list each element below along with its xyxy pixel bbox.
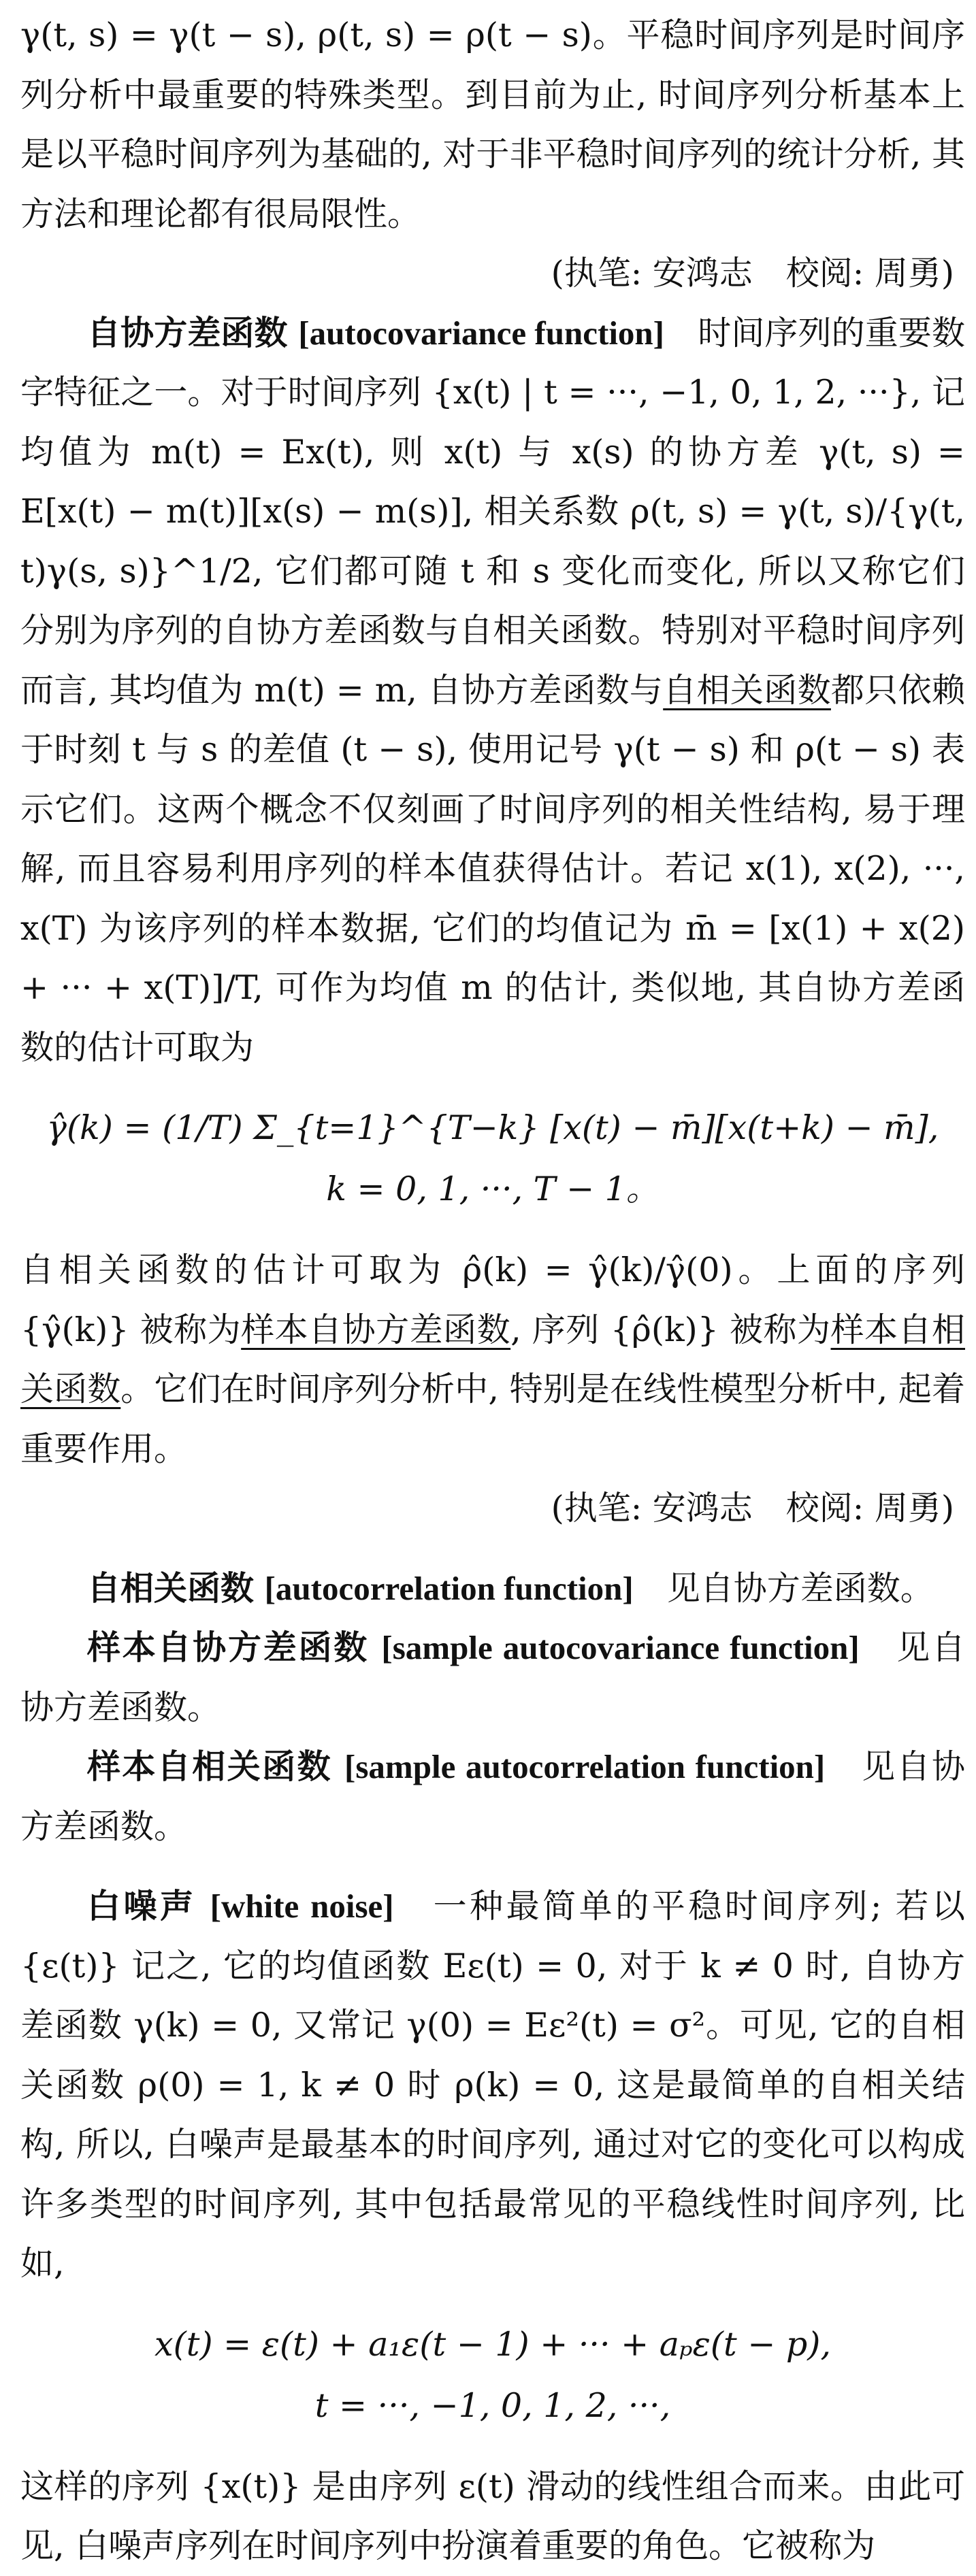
- entry-body-white-noise: 一种最简单的平稳时间序列; 若以 {ε(t)} 记之, 它的均值函数 Eε(t) = 0, 对于 k ≠ 0 时, 自协方差函数 γ(k) = 0, 又常记 γ(0) = Eε²(t) = σ²。可见, 它的自相关函数 ρ(0) = 1, k ≠ 0 时 ρ(k) = 0, 这是最简单的自相关结构, 所以, 白噪声是最基本的时间序列, 通过对它的变化可以构成许多类型的时间序列, 其中包括最常见的平稳线性时间序列, 比如,: [20, 1887, 965, 2283]
- formula-sample-autocovariance: γ̂(k) = (1/T) Σ_{t=1}^{T−k} [x(t) − m̄][x(t+k) − m̄], k = 0, 1, ···, T − 1。: [46, 1108, 973, 1208]
- intro-credit: (执笔: 安鸿志 校阅: 周勇): [551, 254, 954, 293]
- entry-body-autocovariance-1: 时间序列的重要数字特征之一。对于时间序列 {x(t) | t = ···, −1, 0, 1, 2, ···}, 记均值为 m(t) = Ex(t), 则 x(t) 与 x(s) 的协方差 γ(t, s) = E[x(t) − m(t)][x(s) − m(s)], 相关系数 ρ(t, s) = γ(t, s)/{γ(t, t)γ(s, s)}^1/2, 它们都可随 t 和 s 变化而变化, 所以又称它们分别为序列的自协方差函数与自相关函数。特别对平稳时间序列而言, 其均值为 m(t) = m, 自协方差函数与: [20, 313, 965, 710]
- entry-english-sample-autocovariance: [sample autocovariance function]: [381, 1629, 860, 1666]
- entry-title-sample-autocorrelation: 样本自相关函数: [87, 1747, 333, 1786]
- entry-autocovariance: [20, 303, 965, 1078]
- formula-line-1: x(t) = ε(t) + a₁ε(t − 1) + ··· + aₚε(t − p),: [154, 2324, 831, 2364]
- entry-white-noise: [20, 1877, 965, 2294]
- formula-linear-series: [20, 2294, 965, 2457]
- entry-see-sample-autocovariance: 见自协方差函数。: [20, 1628, 965, 1727]
- entry-see-sample-autocorrelation: 见自协方差函数。: [20, 1747, 965, 1846]
- section-gap: [20, 1856, 965, 1877]
- link-autocorrelation-function[interactable]: 自相关函数: [663, 670, 831, 710]
- entry-english-autocorrelation: [autocorrelation function]: [264, 1569, 634, 1607]
- section-gap: [20, 1538, 965, 1559]
- formula-line-2: t = ···, −1, 0, 1, 2, ···,: [314, 2385, 671, 2425]
- entry-body-autocovariance-3: 自相关函数的估计可取为 ρ̂(k) = γ̂(k)/γ̂(0)。上面的序列 {γ̂(k)} 被称为: [20, 1251, 965, 1349]
- entry-english-autocovariance: [autocovariance function]: [298, 314, 664, 352]
- entry-sample-autocorrelation: [20, 1737, 965, 1856]
- entry-body-autocovariance-4: , 序列 {ρ̂(k)} 被称为: [510, 1310, 831, 1349]
- link-sample-autocorrelation[interactable]: 样本自相关函数: [20, 1310, 965, 1408]
- entry-english-sample-autocorrelation: [sample autocorrelation function]: [344, 1748, 826, 1785]
- entry-english-white-noise: [white noise]: [210, 1887, 394, 1925]
- entry-autocovariance-continued: [20, 1240, 965, 1479]
- entry-autocorrelation: [20, 1559, 965, 1619]
- link-sample-autocovariance[interactable]: 样本自协方差函数: [241, 1310, 511, 1349]
- entry-title-autocorrelation: 自相关函数: [87, 1568, 255, 1608]
- entry-title-white-noise: 白噪声: [87, 1887, 197, 1926]
- entry-body-autocovariance-5: 。它们在时间序列分析中, 特别是在线性模型分析中, 起着重要作用。: [20, 1370, 965, 1468]
- entry-white-noise-tail: 这样的序列 {x(t)} 是由序列 ε(t) 滑动的线性组合而来。由此可见, 白噪声序列在时间序列中扮演着重要的角色。它被称为: [20, 2466, 965, 2565]
- entry-body-autocovariance-2: 都只依赖于时刻 t 与 s 的差值 (t − s), 使用记号 γ(t − s) 和 ρ(t − s) 表示它们。这两个概念不仅刻画了时间序列的相关性结构, 易于理解, 而且容易利用序列的样本值获得估计。若记 x(1), x(2), ···, x(T) 为该序列的样本数据, 它们的均值记为 m̄ = [x(1) + x(2) + ··· + x(T)]/T, 可作为均值 m 的估计, 类似地, 其自协方差函数的估计可取为: [20, 670, 965, 1067]
- entry-see-autocorrelation: 见自协方差函数。: [666, 1568, 934, 1608]
- entry-title-autocovariance: 自协方差函数: [87, 313, 288, 352]
- entry-sample-autocovariance: [20, 1618, 965, 1737]
- entry-title-sample-autocovariance: 样本自协方差函数: [87, 1628, 370, 1667]
- autocovariance-credit: (执笔: 安鸿志 校阅: 周勇): [551, 1489, 954, 1528]
- intro-paragraph: γ(t, s) = γ(t − s), ρ(t, s) = ρ(t − s)。平稳时间序列是时间序列分析中最重要的特殊类型。到目前为止, 时间序列分析基本上是以平稳时间序列为基础的, 对于非平稳时间序列的统计分析, 其方法和理论都有很局限性。: [20, 16, 965, 233]
